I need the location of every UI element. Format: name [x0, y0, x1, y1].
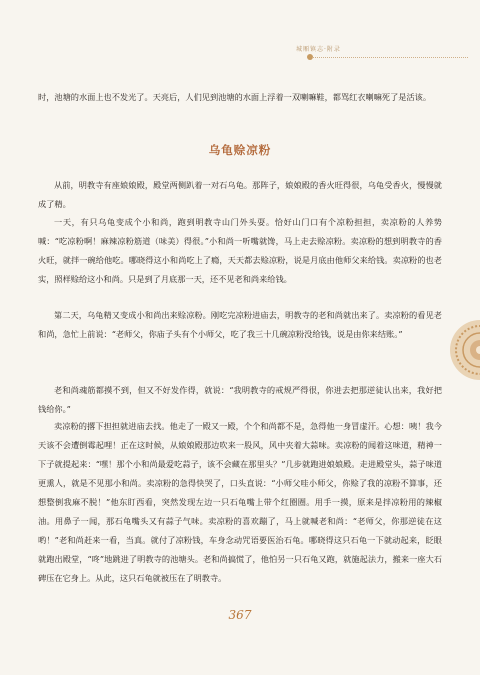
paragraph-5: 卖凉粉的撂下担担就进庙去找。他走了一殿又一殿，个个和尚都不是，急得他一身冒虚汗。心想：咦！我今天该不会遭倒霉起哩！正在这时候，从娘娘殿那边吹来一股风，风中夹着大蒜味。卖凉粉的闻着这味道，精神一下子就提起来：“嘿！那个小和尚最爱吃蒜子，该不会藏在那里头？”几步就跑进娘娘殿。走进殿堂头，蒜子味道更熏人，就是不见那小和尚。卖凉粉的急得快哭了，口头直说：“小师父哇小师父，你赊了我的凉粉不算事，还想整倒我麻不脱！”他东盯西看，突然发现左边一只石龟嘴上带个红圈圈。用手一摸，原来是拌凉粉用的辣椒油。用鼻子一闻，那石龟嘴头又有蒜子气味。卖凉粉的喜欢蹦了，马上就喊老和尚：“老师父，你那逆徒在这哟！”老和尚赶来一看，当真。就付了凉粉钱，车身念动咒语要医治石龟。哪晓得这只石龟一下就动起来，眨眼就跑出殿堂，“咚”地跳进了明教寺的池塘头。老和尚搞慌了，他怕另一只石龟又跑，就施起法力，搬来一座大石碑压在它身上。从此，这只石龟就被压在了明教寺。: [38, 421, 442, 583]
article-title: 乌龟赊凉粉: [208, 143, 272, 157]
paragraph-2: 一天，有只乌龟变成个小和尚，跑到明教寺山门外头耍。恰好山门口有个凉粉担担，卖凉粉的人养势喊：“吃凉粉啊！麻辣凉粉筋道（味美）得很。”小和尚一听嘴就馋，马上走去赊凉粉。卖凉粉的想到明教寺的香火旺，就拌一碗给他吃。哪晓得这小和尚吃上了瘾，天天都去赊凉粉，说是月底由他师父来给钱。卖凉粉的也老实，照样赊给这小和尚。只是到了月底那一天，还不见老和尚来给钱。: [38, 217, 442, 284]
page-number: 367: [228, 608, 252, 622]
running-header: 城厢镇志·附录: [296, 46, 341, 53]
lead-paragraph: 时，池塘的水面上也不发光了。天亮后，人们见到池塘的水面上浮着一双喇嘛鞋，都骂红衣喇嘛死了是活该。: [38, 92, 432, 102]
paragraph-1: 从前，明教寺有座娘娘殿，殿堂两侧趴着一对石乌龟。那阵子，娘娘殿的香火旺得很，乌龟受香火，慢慢就成了精。: [38, 180, 442, 209]
paragraph-3: 第二天，乌龟精又变成小和尚出来赊凉粉。刚吃完凉粉进庙去，明教寺的老和尚就出来了。卖凉粉的看见老和尚，急忙上前说：“老师父，你庙子头有个小师父，吃了我三十几碗凉粉没给钱，说是由你来结账。”: [38, 310, 442, 339]
paragraph-4: 老和尚魂筋都摸不到，但又不好发作得，就说：“我明教寺的戒规严得很，你进去把那逆徒认出来，我好把钱给你。”: [38, 385, 442, 414]
header-dotted-rule: [312, 57, 468, 58]
decorative-wheel-icon: [448, 318, 480, 382]
